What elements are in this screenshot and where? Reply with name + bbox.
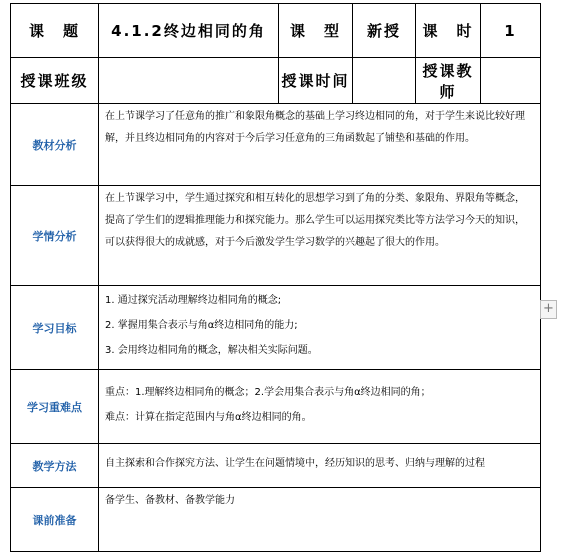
- topic-label: 课 题: [11, 4, 99, 58]
- teaching-method-text: 自主探索和合作探究方法、让学生在问题情境中，经历知识的思考、归纳与理解的过程: [99, 444, 541, 488]
- student-analysis-row: [11, 186, 541, 286]
- key-point-item: 重点：1.理解终边相同角的概念；2.学会用集合表示与角α终边相同的角；: [105, 387, 431, 398]
- key-points-list: [99, 370, 541, 444]
- class-info-row: [11, 58, 541, 104]
- lesson-plan-table: [10, 3, 541, 552]
- hours-value: 1: [481, 4, 541, 58]
- time-value: [353, 58, 416, 104]
- goal-item: 1. 通过探究活动理解终边相同角的概念;: [105, 295, 282, 306]
- type-label: 课 型: [279, 4, 353, 58]
- key-points-row: [11, 370, 541, 444]
- preparation-row: [11, 488, 541, 552]
- preparation-text: 备学生、备教材、备教学能力: [99, 488, 541, 552]
- hours-label: 课 时: [416, 4, 481, 58]
- header-row: [11, 4, 541, 58]
- learning-goals-row: [11, 286, 541, 370]
- goal-item: 2. 掌握用集合表示与角α终边相同角的能力;: [105, 320, 298, 331]
- material-analysis-label: 教材分析: [11, 104, 99, 186]
- preparation-label: 课前准备: [11, 488, 99, 552]
- material-analysis-text: 在上节课学习了任意角的推广和象限角概念的基础上学习终边相同的角，对于学生来说比较好理解，并且终边相同角的内容对于今后学习任意角的三角函数起了铺垫和基础的作用。: [99, 104, 541, 186]
- key-points-label: 学习重难点: [11, 370, 99, 444]
- key-point-item: 难点：计算在指定范围内与角α终边相同的角。: [105, 412, 312, 423]
- teaching-method-label: 教学方法: [11, 444, 99, 488]
- class-value: [99, 58, 279, 104]
- material-analysis-row: [11, 104, 541, 186]
- student-analysis-text: 在上节课学习中，学生通过探究和相互转化的思想学习到了角的分类、象限角、界限角等概念，提高了学生们的逻辑推理能力和探究能力。那么学生可以运用探究类比等方法学习今天的知识，可以获得很大的成就感，对于今后激发学生学习数学的兴趣起了很大的作用。: [99, 186, 541, 286]
- student-analysis-label: 学情分析: [11, 186, 99, 286]
- type-value: 新授: [353, 4, 416, 58]
- teacher-label: 授课教师: [416, 58, 481, 104]
- class-label: 授课班级: [11, 58, 99, 104]
- learning-goals-label: 学习目标: [11, 286, 99, 370]
- time-label: 授课时间: [279, 58, 353, 104]
- teaching-method-row: [11, 444, 541, 488]
- teacher-value: [481, 58, 541, 104]
- add-plus-button[interactable]: +: [540, 300, 557, 319]
- goal-item: 3. 会用终边相同角的概念，解决相关实际问题。: [105, 345, 318, 356]
- topic-value: 4.1.2终边相同的角: [99, 4, 279, 58]
- learning-goals-list: [99, 286, 541, 370]
